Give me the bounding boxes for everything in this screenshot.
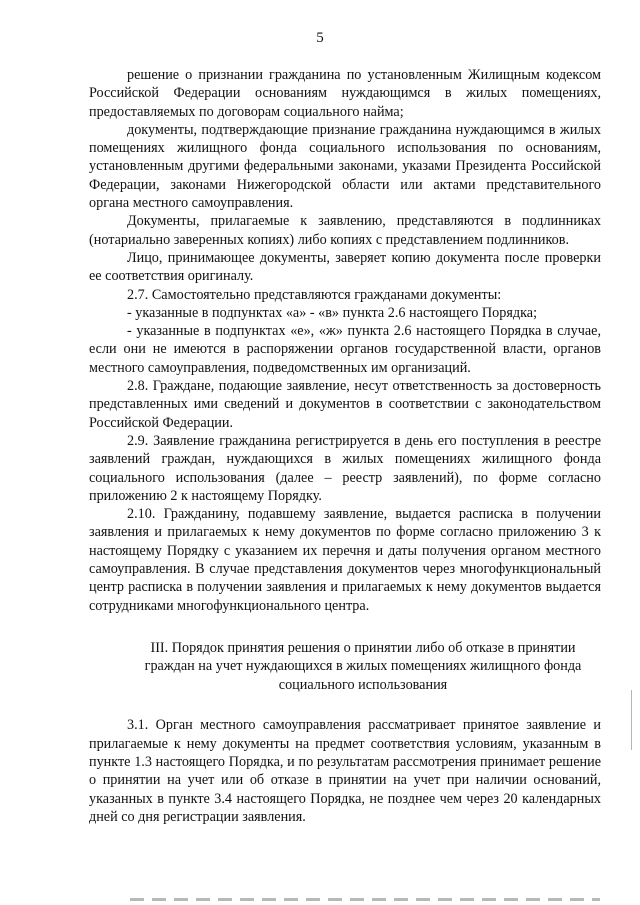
cut-off-next-line (130, 898, 600, 901)
section-heading-iii: III. Порядок принятия решения о принятии либо об отказе в принятии граждан на учет нуждающихся в жилых помещениях жилищного фонда социального использования (144, 639, 582, 693)
list-item-subpoints-a-v: - указанные в подпунктах «а» - «в» пункта 2.6 настоящего Порядка; (127, 304, 538, 321)
paragraph-copy-certification: Лицо, принимающее документы, заверяет копию документа после проверки ее соответствия оригиналу. (89, 249, 601, 285)
paragraph-supporting-documents: документы, подтверждающие признание гражданина нуждающимся в жилых помещениях жилищного фонда социального использования по основаниям, установленным другими федеральными законами, указами Президента Российской Федерации, законами Нижегородской области или актами представительного органа местного самоуправления. (89, 121, 601, 212)
paragraph-originals-or-copies: Документы, прилагаемые к заявлению, представляются в подлинниках (нотариально заверенных копиях) либо копиях с представлением подлинников. (89, 213, 601, 248)
paragraph-3-1: 3.1. Орган местного самоуправления рассматривает принятое заявление и прилагаемые к нему документы на предмет соответствия условиям, указанным в пункте 1.3 настоящего Порядка, и по результатам рассмотрения принимает решение о принятии на учет или об отказе в принятии на учет при наличии оснований, указанных в пункте 3.4 настоящего Порядка, не позднее чем через 20 календарных дней со дня регистрации заявления. (89, 717, 601, 825)
paragraph-2-7: 2.7. Самостоятельно представляются гражданами документы: (127, 286, 502, 303)
paragraph-2-9: 2.9. Заявление гражданина регистрируется в день его поступления в реестре заявлений граждан, нуждающихся в жилых помещениях жилищного фонда социального использования (далее – реестр заявлений), по форме согласно приложению 2 к настоящему Порядку. (89, 432, 601, 504)
page-number: 5 (316, 30, 324, 46)
paragraph-2-10: 2.10. Гражданину, подавшему заявление, выдается расписка в получении заявления и прилагаемых к нему документов по форме согласно приложению 3 к настоящему Порядку с указанием их перечня и даты получения органом местного самоуправления. В случае представления документов через многофункциональный центр расписка в получении заявления и прилагаемых к нему документов выдается сотрудниками многофункционального центра. (89, 506, 601, 614)
scan-artifact-line (631, 690, 632, 750)
paragraph-2-8: 2.8. Граждане, подающие заявление, несут ответственность за достоверность представленных ими сведений и документов в соответствии с законодательством Российской Федерации. (89, 378, 601, 431)
list-item-subpoints-e-zh: - указанные в подпунктах «е», «ж» пункта 2.6 настоящего Порядка в случае, если они не имеются в распоряжении органов государственной власти, органов местного самоуправления, подведомственных им организаций. (89, 323, 601, 376)
document-body (89, 66, 601, 826)
paragraph-recognition-decision: решение о признании гражданина по установленным Жилищным кодексом Российской Федерации основаниям нуждающимся в жилых помещениях, предоставляемых по договорам социального найма; (89, 67, 601, 120)
